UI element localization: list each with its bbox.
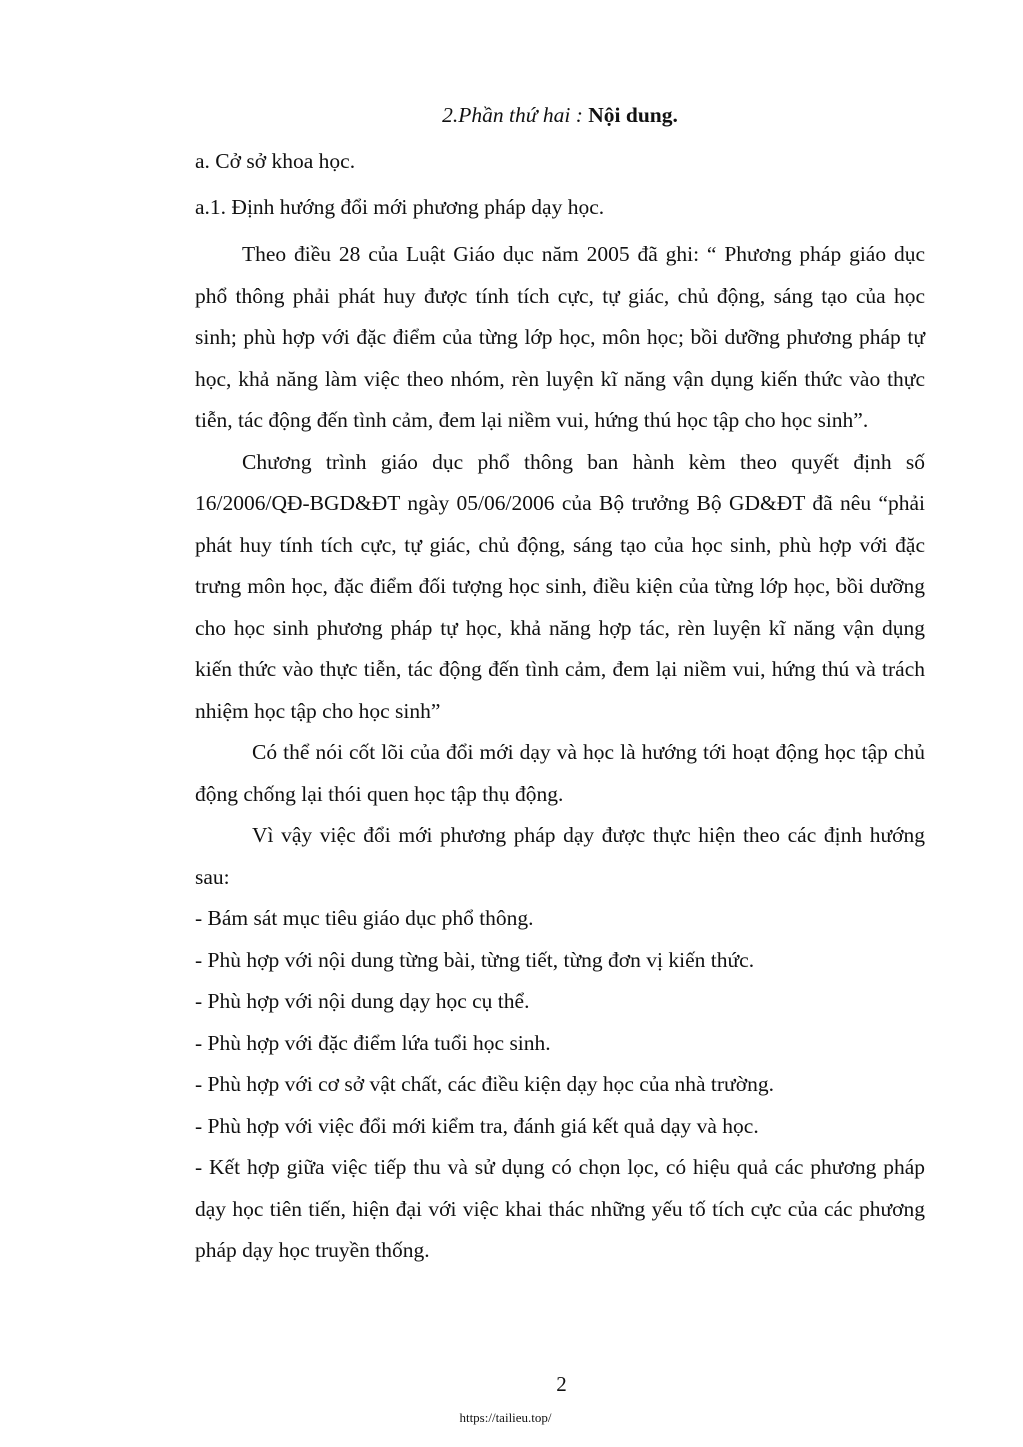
footer-url[interactable]: https://tailieu.top/ <box>459 1410 552 1425</box>
paragraph-law-article: Theo điều 28 của Luật Giáo dục năm 2005 đã ghi: “ Phương pháp giáo dục phổ thông phải phát huy được tính tích cực, tự giác, chủ động, sáng tạo của học sinh; phù hợp với đặc điểm của từng lớp học, môn học; bồi dưỡng phương pháp tự học, khả năng làm việc theo nhóm, rèn luyện kĩ năng vận dụng kiến thức vào thực tiễn, tác động đến tình cảm, đem lại niềm vui, hứng thú học tập cho học sinh”. <box>195 242 925 432</box>
list-item: - Phù hợp với cơ sở vật chất, các điều kiện dạy học của nhà trường. <box>195 1072 774 1096</box>
section-heading-title: Nội dung. <box>588 103 678 127</box>
document-page <box>195 96 925 1272</box>
list-item: - Bám sát mục tiêu giáo dục phổ thông. <box>195 906 534 930</box>
list-item: - Kết hợp giữa việc tiếp thu và sử dụng có chọn lọc, có hiệu quả các phương pháp dạy học tiên tiến, hiện đại với việc khai thác những yếu tố tích cực của các phương pháp dạy học truyền thống. <box>195 1155 925 1262</box>
subheading-a: a. Cở sở khoa học. <box>195 149 356 173</box>
paragraph-core-idea: Có thể nói cốt lõi của đổi mới dạy và học là hướng tới hoạt động học tập chủ động chống lại thói quen học tập thụ động. <box>195 740 925 806</box>
page-number: 2 <box>556 1372 567 1396</box>
list-item: - Phù hợp với việc đổi mới kiểm tra, đánh giá kết quả dạy và học. <box>195 1113 759 1138</box>
list-item: - Phù hợp với nội dung từng bài, từng tiết, từng đơn vị kiến thức. <box>195 947 755 972</box>
section-heading-prefix: 2.Phần thứ hai : <box>442 103 589 127</box>
list-item: - Phù hợp với đặc điểm lứa tuổi học sinh. <box>195 1030 551 1055</box>
section-heading <box>195 96 925 134</box>
paragraph-orientation-intro: Vì vậy việc đổi mới phương pháp dạy được thực hiện theo các định hướng sau: <box>195 823 925 889</box>
list-item: - Phù hợp với nội dung dạy học cụ thể. <box>195 989 530 1013</box>
subheading-a1: a.1. Định hướng đổi mới phương pháp dạy học. <box>195 195 605 219</box>
paragraph-curriculum-decision: Chương trình giáo dục phổ thông ban hành kèm theo quyết định số 16/2006/QĐ-BGD&ĐT ngày 05/06/2006 của Bộ trưởng Bộ GD&ĐT đã nêu “phải phát huy tính tích cực, tự giác, chủ động, sáng tạo của học sinh, phù hợp với đặc trưng môn học, đặc điểm đối tượng học sinh, điều kiện của từng lớp học, bồi dưỡng cho học sinh phương pháp tự học, khả năng hợp tác, rèn luyện kĩ năng vận dụng kiến thức vào thực tiễn, tác động đến tình cảm, đem lại niềm vui, hứng thú và trách nhiệm học tập cho học sinh” <box>195 449 925 723</box>
